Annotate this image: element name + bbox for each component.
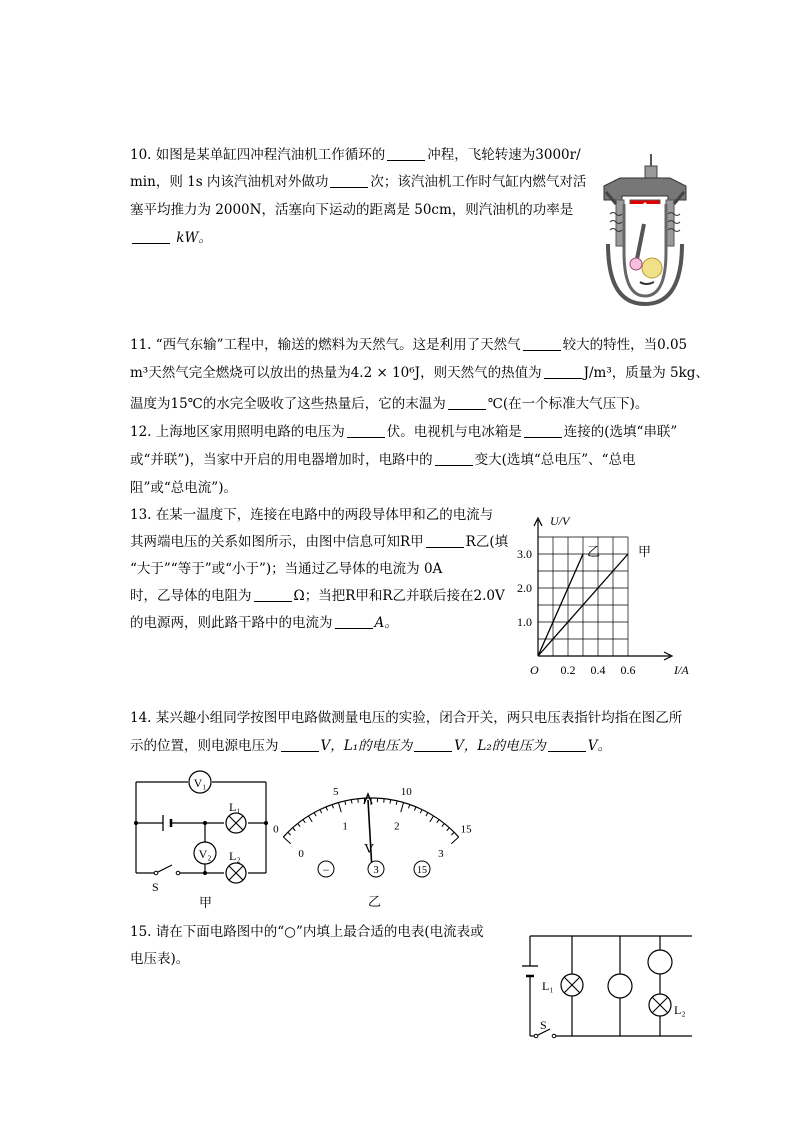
q11-blank-2[interactable] — [544, 365, 582, 379]
q12-line-1: 12. 上海地区家用照明电路的电压为 伏。电视机与电冰箱是 连接的(选填“串联” — [130, 424, 678, 440]
q14-blank-3[interactable] — [548, 738, 586, 752]
q10-blank-1[interactable] — [387, 147, 425, 161]
l2-label: L₂ — [229, 849, 241, 863]
q11-blank-1[interactable] — [523, 337, 561, 351]
q11-line-3: 温度为15℃的水完全吸收了这些热量后，它的末温为 ℃(在一个标准大气压下)。 — [130, 396, 649, 412]
dial-tick — [430, 816, 434, 822]
svg-text:3: 3 — [373, 864, 379, 876]
q13-line-2: 其两端电压的关系如图所示，由图中信息可知R甲 R乙(填 — [130, 534, 509, 550]
l2-label: L₂ — [674, 1003, 686, 1017]
dial-outer-label: 10 — [400, 785, 412, 798]
q12-blank-3[interactable] — [435, 452, 473, 466]
q11-line-2: m³天然气完全燃烧可以放出的热量为4.2 × 10⁶J，则天然气的热值为 J/m³，质量为 5kg、 — [130, 365, 709, 381]
dial-tick — [320, 810, 322, 814]
v1-label: V₁ — [193, 776, 207, 790]
q12-line-2: 或“并联”)，当家中开启的用电器增加时，电路中的 变大(选填“总电压”、“总电 — [130, 452, 636, 468]
u-i-chart — [510, 508, 700, 683]
engine-illustration — [600, 152, 690, 307]
x-axis-label: I/A — [674, 663, 689, 677]
dial-tick — [298, 824, 300, 827]
dial-tick — [451, 837, 458, 844]
q12-blank-2[interactable] — [524, 424, 562, 438]
dial-tick — [390, 800, 391, 804]
l1-label: L₁ — [542, 979, 554, 993]
circuit-diagram-a — [128, 768, 278, 913]
q10-line-1: 10. 如图是某单缸四冲程汽油机工作循环的 冲程，飞轮转速为3000r/ — [130, 147, 581, 163]
dial-tick — [351, 800, 352, 804]
empty-meter-circle-2[interactable] — [648, 950, 672, 974]
dial-tick — [283, 837, 290, 844]
q14-line-2: 示的位置，则电源电压为 V，L₁的电压为 V，L₂的电压为 V。 — [130, 738, 612, 754]
x-tick-label: 0.2 — [560, 663, 576, 677]
meter-needle — [368, 800, 372, 870]
q12-blank-1[interactable] — [347, 424, 385, 438]
q11-line-1: 11. “西气东输”工程中，输送的燃料为天然气。这是利用了天然气 较大的特性，当0.05 — [130, 337, 688, 353]
q13-line-4: 时，乙导体的电阻为 Ω；当把R甲和R乙并联后接在2.0V — [130, 588, 505, 604]
dial-tick — [288, 832, 291, 835]
meter-unit: V — [363, 842, 375, 857]
q13-line-3: “大于”“等于”或“小于”)；当通过乙导体的电流为 0A — [130, 561, 443, 577]
dial-inner-label: 3 — [438, 848, 444, 861]
dial-tick — [408, 805, 409, 809]
dial-tick — [451, 832, 454, 835]
q14-line-1: 14. 某兴趣小组同学按图甲电路做测量电压的实验，闭合开关，两只电压表指针均指在图乙所 — [130, 710, 683, 726]
q12-line-3: 阻”或“总电流”)。 — [130, 480, 237, 496]
q15-line-2: 电压表)。 — [130, 951, 190, 967]
origin-label: O — [530, 663, 539, 677]
q13-line-1: 13. 在某一温度下，连接在电路中的两段导体甲和乙的电流与 — [130, 507, 494, 523]
dial-tick — [442, 824, 444, 827]
y-tick-label: 2.0 — [517, 581, 532, 595]
voltmeter-dial — [273, 766, 476, 914]
dial-tick — [326, 807, 328, 811]
q14-blank-2[interactable] — [414, 738, 452, 752]
q10-line-2: min，则 1s 内该汽油机对外做功 次；该汽油机工作时气缸内燃气对活 — [130, 174, 587, 190]
y-axis-label: U/V — [550, 514, 570, 528]
caption-jia: 甲 — [199, 895, 213, 910]
q13-line-5: 的电源两，则此路干路中的电流为 A。 — [130, 615, 398, 631]
x-tick-label: 0.6 — [620, 663, 636, 677]
l1-label: L₁ — [229, 800, 241, 814]
y-tick-label: 3.0 — [517, 547, 532, 561]
q15-line-1: 15. 请在下面电路图中的“○”内填上最合适的电表(电流表或 — [130, 924, 484, 940]
dial-inner-label: 0 — [298, 848, 304, 861]
x-tick-label: 0.4 — [590, 663, 606, 677]
dial-tick — [338, 803, 341, 813]
svg-text:−: − — [322, 863, 330, 877]
dial-tick — [420, 810, 422, 814]
dial-tick — [314, 813, 316, 817]
svg-text:15: 15 — [417, 865, 427, 876]
q10-line-3: 塞平均推力为 2000N，活塞向下运动的距离是 50cm，则汽油机的功率是 — [130, 202, 574, 218]
dial-inner-label: 2 — [394, 820, 400, 833]
dial-tick — [308, 816, 312, 822]
dial-tick — [401, 803, 404, 813]
q10-line-4: kW。 — [130, 229, 212, 247]
q10-blank-2[interactable] — [330, 174, 368, 188]
switch-label: S — [152, 880, 159, 894]
dial-outer-label: 5 — [332, 785, 339, 798]
circuit-diagram-b — [520, 928, 700, 1046]
switch-label: S — [540, 1018, 547, 1032]
q11-blank-3[interactable] — [448, 396, 486, 410]
v2-label: V₂ — [198, 847, 212, 861]
dial-inner-label: 1 — [342, 820, 348, 833]
dial-tick — [396, 801, 397, 805]
q13-blank-2[interactable] — [254, 588, 292, 602]
dial-outer-label: 15 — [460, 823, 472, 836]
y-tick-label: 1.0 — [517, 615, 532, 629]
dial-tick — [293, 828, 296, 831]
dial-tick — [303, 820, 305, 823]
dial-tick — [437, 820, 439, 823]
dial-tick — [426, 813, 428, 817]
q13-blank-1[interactable] — [426, 534, 464, 548]
caption-yi: 乙 — [368, 894, 382, 909]
dial-tick — [414, 807, 416, 811]
dial-outer-label: 0 — [273, 823, 279, 836]
dial-tick — [447, 828, 450, 831]
q10-blank-3[interactable] — [132, 230, 170, 244]
dial-tick — [332, 805, 333, 809]
q13-blank-3[interactable] — [335, 615, 373, 629]
dial-tick — [345, 801, 346, 805]
series-label-2: 甲 — [638, 544, 652, 559]
series-label-1: 乙 — [587, 544, 601, 559]
q14-blank-1[interactable] — [281, 738, 319, 752]
empty-meter-circle-1[interactable] — [608, 974, 632, 998]
